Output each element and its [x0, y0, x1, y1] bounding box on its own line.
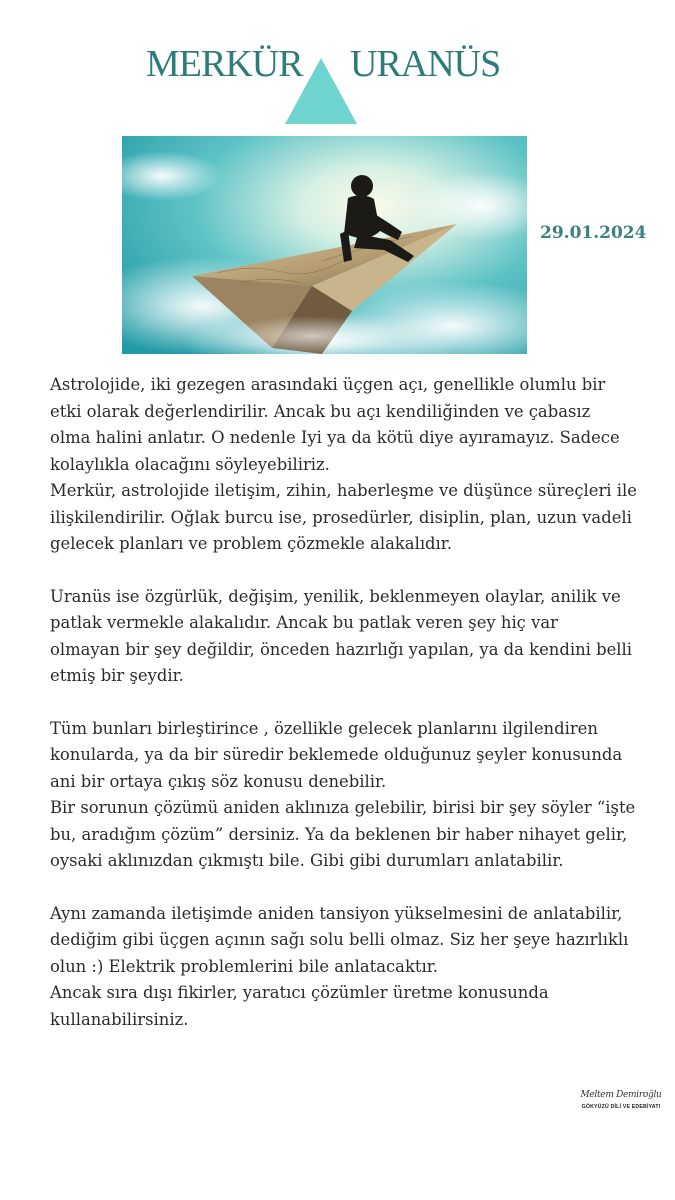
hero-image [122, 136, 527, 354]
text-line: etmiş bir şeydir. [50, 666, 184, 685]
author-signature [576, 1090, 666, 1110]
text-line: Merkür, astrolojide iletişim, zihin, haberleşme ve düşünce süreçleri ile [50, 481, 637, 500]
text-line: oysaki aklınızdan çıkmıştı bile. Gibi gibi durumları anlatabilir. [50, 851, 564, 870]
article-body [50, 372, 645, 1033]
text-line: olma halini anlatır. O nedenle Iyi ya da kötü diye ayıramayız. Sadece [50, 428, 620, 447]
text-line: olmayan bir şey değildir, önceden hazırlığı yapılan, ya da kendini belli [50, 639, 632, 659]
merkur-title: MERKÜR [146, 43, 303, 85]
text-line: gelecek planları ve problem çözmekle alakalıdır. [50, 534, 453, 553]
text-line: etki olarak değerlendirilir. Ancak bu açı kendiliğinden ve çabasız [50, 401, 591, 421]
signature-caption: GÖKYÜZÜ DİLİ VE EDEBİYATI [581, 1104, 661, 1110]
text-line: bu, aradığım çözüm” dersiniz. Ya da beklenen bir haber nihayet gelir, [50, 824, 628, 844]
text-line: konularda, ya da bir süredir beklemede olduğunuz şeyler konusunda [50, 745, 623, 764]
text-line: olun :) Elektrik problemlerini bile anlatacaktır. [50, 956, 438, 976]
paragraph-1 [50, 372, 645, 558]
text-line: kolaylıkla olacağını söyleyebiliriz. [50, 454, 330, 474]
text-line: Astrolojide, iki gezegen arasındaki üçgen açı, genellikle olumlu bir [50, 375, 606, 394]
header [0, 0, 675, 130]
text-line: Ancak sıra dışı fikirler, yaratıcı çözümler üretme konusunda [50, 983, 549, 1002]
text-line: Aynı zamanda iletişimde aniden tansiyon yükselmesini de anlatabilir, [50, 903, 623, 923]
trine-triangle-icon [285, 58, 357, 124]
post-date: 29.01.2024 [540, 223, 647, 243]
text-line: dediğim gibi üçgen açının sağı solu belli olmaz. Siz her şeye hazırlıklı [50, 930, 629, 949]
paragraph-4 [50, 901, 645, 1034]
uranus-title: URANÜS [350, 43, 501, 85]
text-line: ani bir ortaya çıkış söz konusu denebilir. [50, 771, 387, 791]
paragraph-3 [50, 716, 645, 875]
text-line: patlak vermekle alakalıdır. Ancak bu patlak veren şey hiç var [50, 613, 558, 632]
text-line: kullanabilirsiniz. [50, 1009, 189, 1029]
signature-name: Meltem Demiroğlu [580, 1090, 662, 1100]
text-line: ilişkilendirilir. Oğlak burcu ise, prosedürler, disiplin, plan, uzun vadeli [50, 507, 632, 527]
paragraph-2 [50, 584, 645, 690]
text-line: Tüm bunları birleştirince , özellikle gelecek planlarını ilgilendiren [50, 718, 598, 738]
text-line: Bir sorunun çözümü aniden aklınıza gelebilir, birisi bir şey söyler “işte [50, 798, 636, 817]
text-line: Uranüs ise özgürlük, değişim, yenilik, beklenmeyen olaylar, anilik ve [50, 586, 621, 606]
